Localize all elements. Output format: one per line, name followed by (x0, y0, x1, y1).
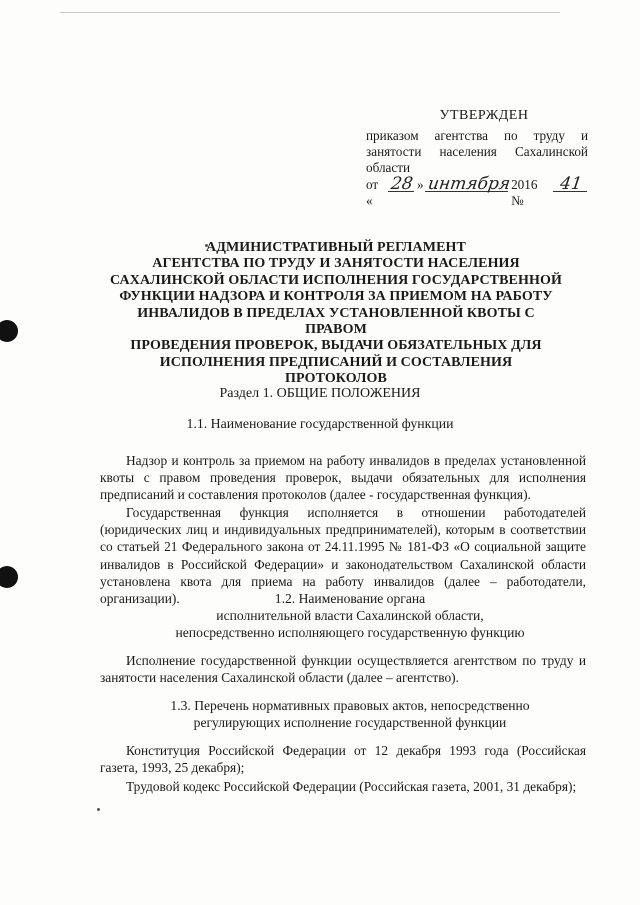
punch-hole (0, 566, 18, 588)
subsection-line: 1.3. Перечень нормативных правовых актов, непосредственно (170, 698, 530, 713)
approval-word: области (366, 160, 411, 175)
punch-hole (0, 320, 18, 342)
approval-word: и (580, 128, 588, 143)
heading-line: ФУНКЦИИ НАДЗОРА И КОНТРОЛЯ ЗА ПРИЕМОМ НА РАБОТУ (119, 289, 553, 305)
scan-speck (97, 808, 100, 811)
paragraph-labor-code: Трудовой кодекс Российской Федерации (Российская газета, 2001, 31 декабря); (126, 779, 577, 794)
scan-edge-line (60, 12, 560, 13)
subsection-title-1-3 (120, 697, 580, 731)
approval-line-1 (366, 128, 588, 144)
approval-line-2 (366, 144, 588, 160)
handwritten-order-number: 41 (553, 177, 589, 192)
paragraph-executor: Исполнение государственной функции осуществляется агентством по труду и занятости населения Сахалинской области (далее – агентство). (100, 653, 586, 686)
approval-word: труду (533, 128, 565, 143)
subsection-title-1-1: 1.1. Наименование государственной функции (186, 416, 454, 431)
approval-title: УТВЕРЖДЕН (439, 108, 529, 123)
approval-word: по (503, 128, 518, 143)
section-title: Раздел 1. ОБЩИЕ ПОЛОЖЕНИЯ (219, 386, 421, 401)
heading-line: САХАЛИНСКОЙ ОБЛАСТИ ИСПОЛНЕНИЯ ГОСУДАРСТВЕННОЙ (110, 272, 562, 288)
heading-line: ИСПОЛНЕНИЯ ПРЕДПИСАНИЙ И СОСТАВЛЕНИЯ ПРОТОКОЛОВ (159, 354, 513, 387)
subsection-line: регулирующих исполнение государственной функции (193, 715, 507, 730)
approval-date-line (366, 174, 588, 209)
date-year: 2016 № (511, 177, 538, 208)
subsection-line: 1.2. Наименование органа (274, 591, 426, 606)
approval-word: приказом (366, 128, 419, 143)
date-separator: » (417, 177, 424, 192)
approval-word: населения (439, 144, 497, 159)
document-heading (110, 240, 562, 388)
paragraph-applicability: Государственная функция исполняется в отношении работодателей (юридических лиц и индивидуальных предпринимателей), которым в соответствии со статьей 21 Федерального закона от 24.11.1995 № 181-ФЗ «О социальной защите инвалидов в Российской Федерации» и законодательством Сахалинской области установлена квота для приема на работу инвалидов (далее – работодатели, организации). (100, 505, 586, 607)
handwritten-month: интября (426, 174, 512, 194)
paragraph-constitution: Конституция Российской Федерации от 12 декабря 1993 года (Российская газета, 1993, 25 декабря); (100, 743, 586, 776)
heading-line: ИНВАЛИДОВ В ПРЕДЕЛАХ УСТАНОВЛЕННОЙ КВОТЫ С ПРАВОМ (137, 305, 535, 338)
subsection-line: исполнительной власти Сахалинской области, (216, 608, 484, 623)
heading-line: АГЕНТСТВА ПО ТРУДУ И ЗАНЯТОСТИ НАСЕЛЕНИЯ (152, 256, 520, 272)
subsection-title-1-2 (120, 590, 580, 641)
subsection-line: непосредственно исполняющего государственную функцию (175, 625, 525, 640)
approval-word: занятости (366, 144, 422, 159)
approval-word: агентства (434, 128, 488, 143)
heading-line: АДМИНИСТРАТИВНЫЙ РЕГЛАМЕНТ (206, 240, 466, 255)
approval-word: Сахалинской (515, 144, 588, 159)
handwritten-day: 28 (390, 174, 415, 194)
paragraph-function-name: Надзор и контроль за приемом на работу инвалидов в пределах установленной квоты с правом проведения проверок, выдачи обязательных для исполнения предписаний и составления протоколов (далее - государственная функция). (100, 453, 586, 503)
heading-line: ПРОВЕДЕНИЯ ПРОВЕРОК, ВЫДАЧИ ОБЯЗАТЕЛЬНЫХ ДЛЯ (130, 338, 542, 354)
approval-block (366, 108, 588, 209)
date-prefix: от « (366, 177, 379, 208)
